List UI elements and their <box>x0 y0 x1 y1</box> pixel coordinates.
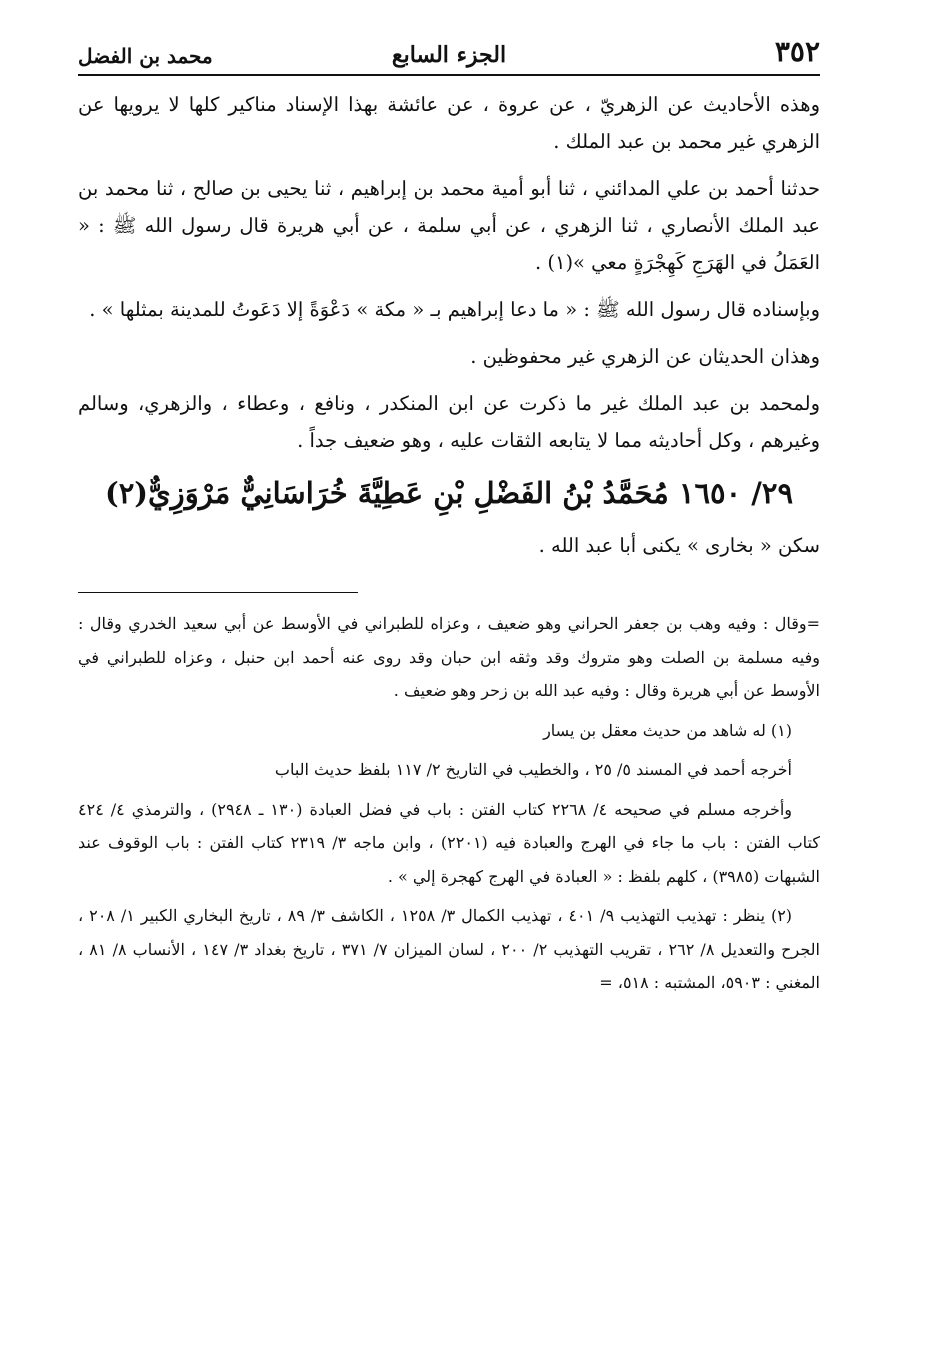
paragraph-2: حدثنا أحمد بن علي المدائني ، ثنا أبو أمية محمد بن إبراهيم ، ثنا يحيى بن صالح ، ثنا محمد بن عبد الملك الأنصاري ، ثنا الزهري ، عن أبي سلمة ، عن أبي هريرة قال رسول الله ﷺ : « العَمَلُ في الهَرَجِ كَهِجْرَةٍ معي »(١) . <box>78 177 820 274</box>
footnote-continuation: =وقال : وفيه وهب بن جعفر الحراني وهو ضعيف ، وعزاه للطبراني في الأوسط عن أبي سعيد الخدري وقال : وفيه مسلمة بن الصلت وهو متروك وقد وثقه ابن حبان وقد روى عنه أحمد ابن حنبل ، وعزاه للطبراني في الأوسط عن أبي هريرة وقال : وفيه عبد الله بن زحر وهو ضعيف . <box>78 614 821 700</box>
page-header <box>78 30 820 76</box>
paragraph-4: وهذان الحديثان عن الزهري غير محفوظين . <box>470 345 820 368</box>
paragraph-3: وبإسناده قال رسول الله ﷺ : « ما دعا إبراهيم بـ « مكة » دَعْوَةً إلا دَعَوتُ للمدينة بمثلها » . <box>89 298 820 321</box>
page <box>78 30 820 1006</box>
part-title: الجزء السابع <box>391 42 507 68</box>
footnote-1-a: (١) له شاهد من حديث معقل بن يسار <box>543 720 792 740</box>
running-head: محمد بن الفضل <box>78 44 213 68</box>
paragraph-6: سكن « بخارى » يكنى أبا عبد الله . <box>538 534 820 557</box>
footnotes <box>78 607 820 1000</box>
footnote-separator <box>78 592 358 593</box>
paragraph-1: وهذه الأحاديث عن الزهريّ ، عن عروة ، عن عائشة بهذا الإسناد مناكير كلها لا يرويها عن الزهري غير محمد بن عبد الملك . <box>78 93 820 153</box>
footnote-2: (٢) ينظر : تهذيب التهذيب ٩/ ٤٠١ ، تهذيب الكمال ٣/ ١٢٥٨ ، الكاشف ٣/ ٨٩ ، تاريخ البخاري الكبير ١/ ٢٠٨ ، الجرح والتعديل ٨/ ٢٦٢ ، تقريب التهذيب ٢/ ٢٠٠ ، لسان الميزان ٧/ ٣٧١ ، تاريخ بغداد ٣/ ١٤٧ ، الأنساب ٨/ ٨١ ، المغني : ٥٩٠٣، المشتبه : ٥١٨، = <box>78 906 820 992</box>
paragraph-5: ولمحمد بن عبد الملك غير ما ذكرت عن ابن المنكدر ، ونافع ، وعطاء ، والزهري، وسالم وغيرهم ، وكل أحاديثه مما لا يتابعه الثقات عليه ، وهو ضعيف جداً . <box>78 392 820 452</box>
page-number: ٣٥٢ <box>774 35 820 68</box>
main-text <box>78 86 820 564</box>
footnote-1-c: وأخرجه مسلم في صحيحه ٤/ ٢٢٦٨ كتاب الفتن : باب في فضل العبادة (١٣٠ ـ ٢٩٤٨) ، والترمذي ٤/ ٤٢٤ كتاب الفتن : باب ما جاء في الهرج والعبادة فيه (٢٢٠١) ، وابن ماجه ٣/ ٢٣١٩ كتاب الفتن : باب الوقوف عند الشبهات (٣٩٨٥) ، كلهم بلفظ : « العبادة في الهرج كهجرة إلي » . <box>78 799 820 886</box>
entry-heading: ٢٩/ ١٦٥٠ مُحَمَّدُ بْنُ الفَضْلِ بْنِ عَطِيَّةَ خُرَاسَانِيٌّ مَرْوَزِيٌّ(٢) <box>104 476 794 510</box>
footnote-1-b: أخرجه أحمد في المسند ٥/ ٢٥ ، والخطيب في التاريخ ٢/ ١١٧ بلفظ حديث الباب <box>274 760 792 779</box>
